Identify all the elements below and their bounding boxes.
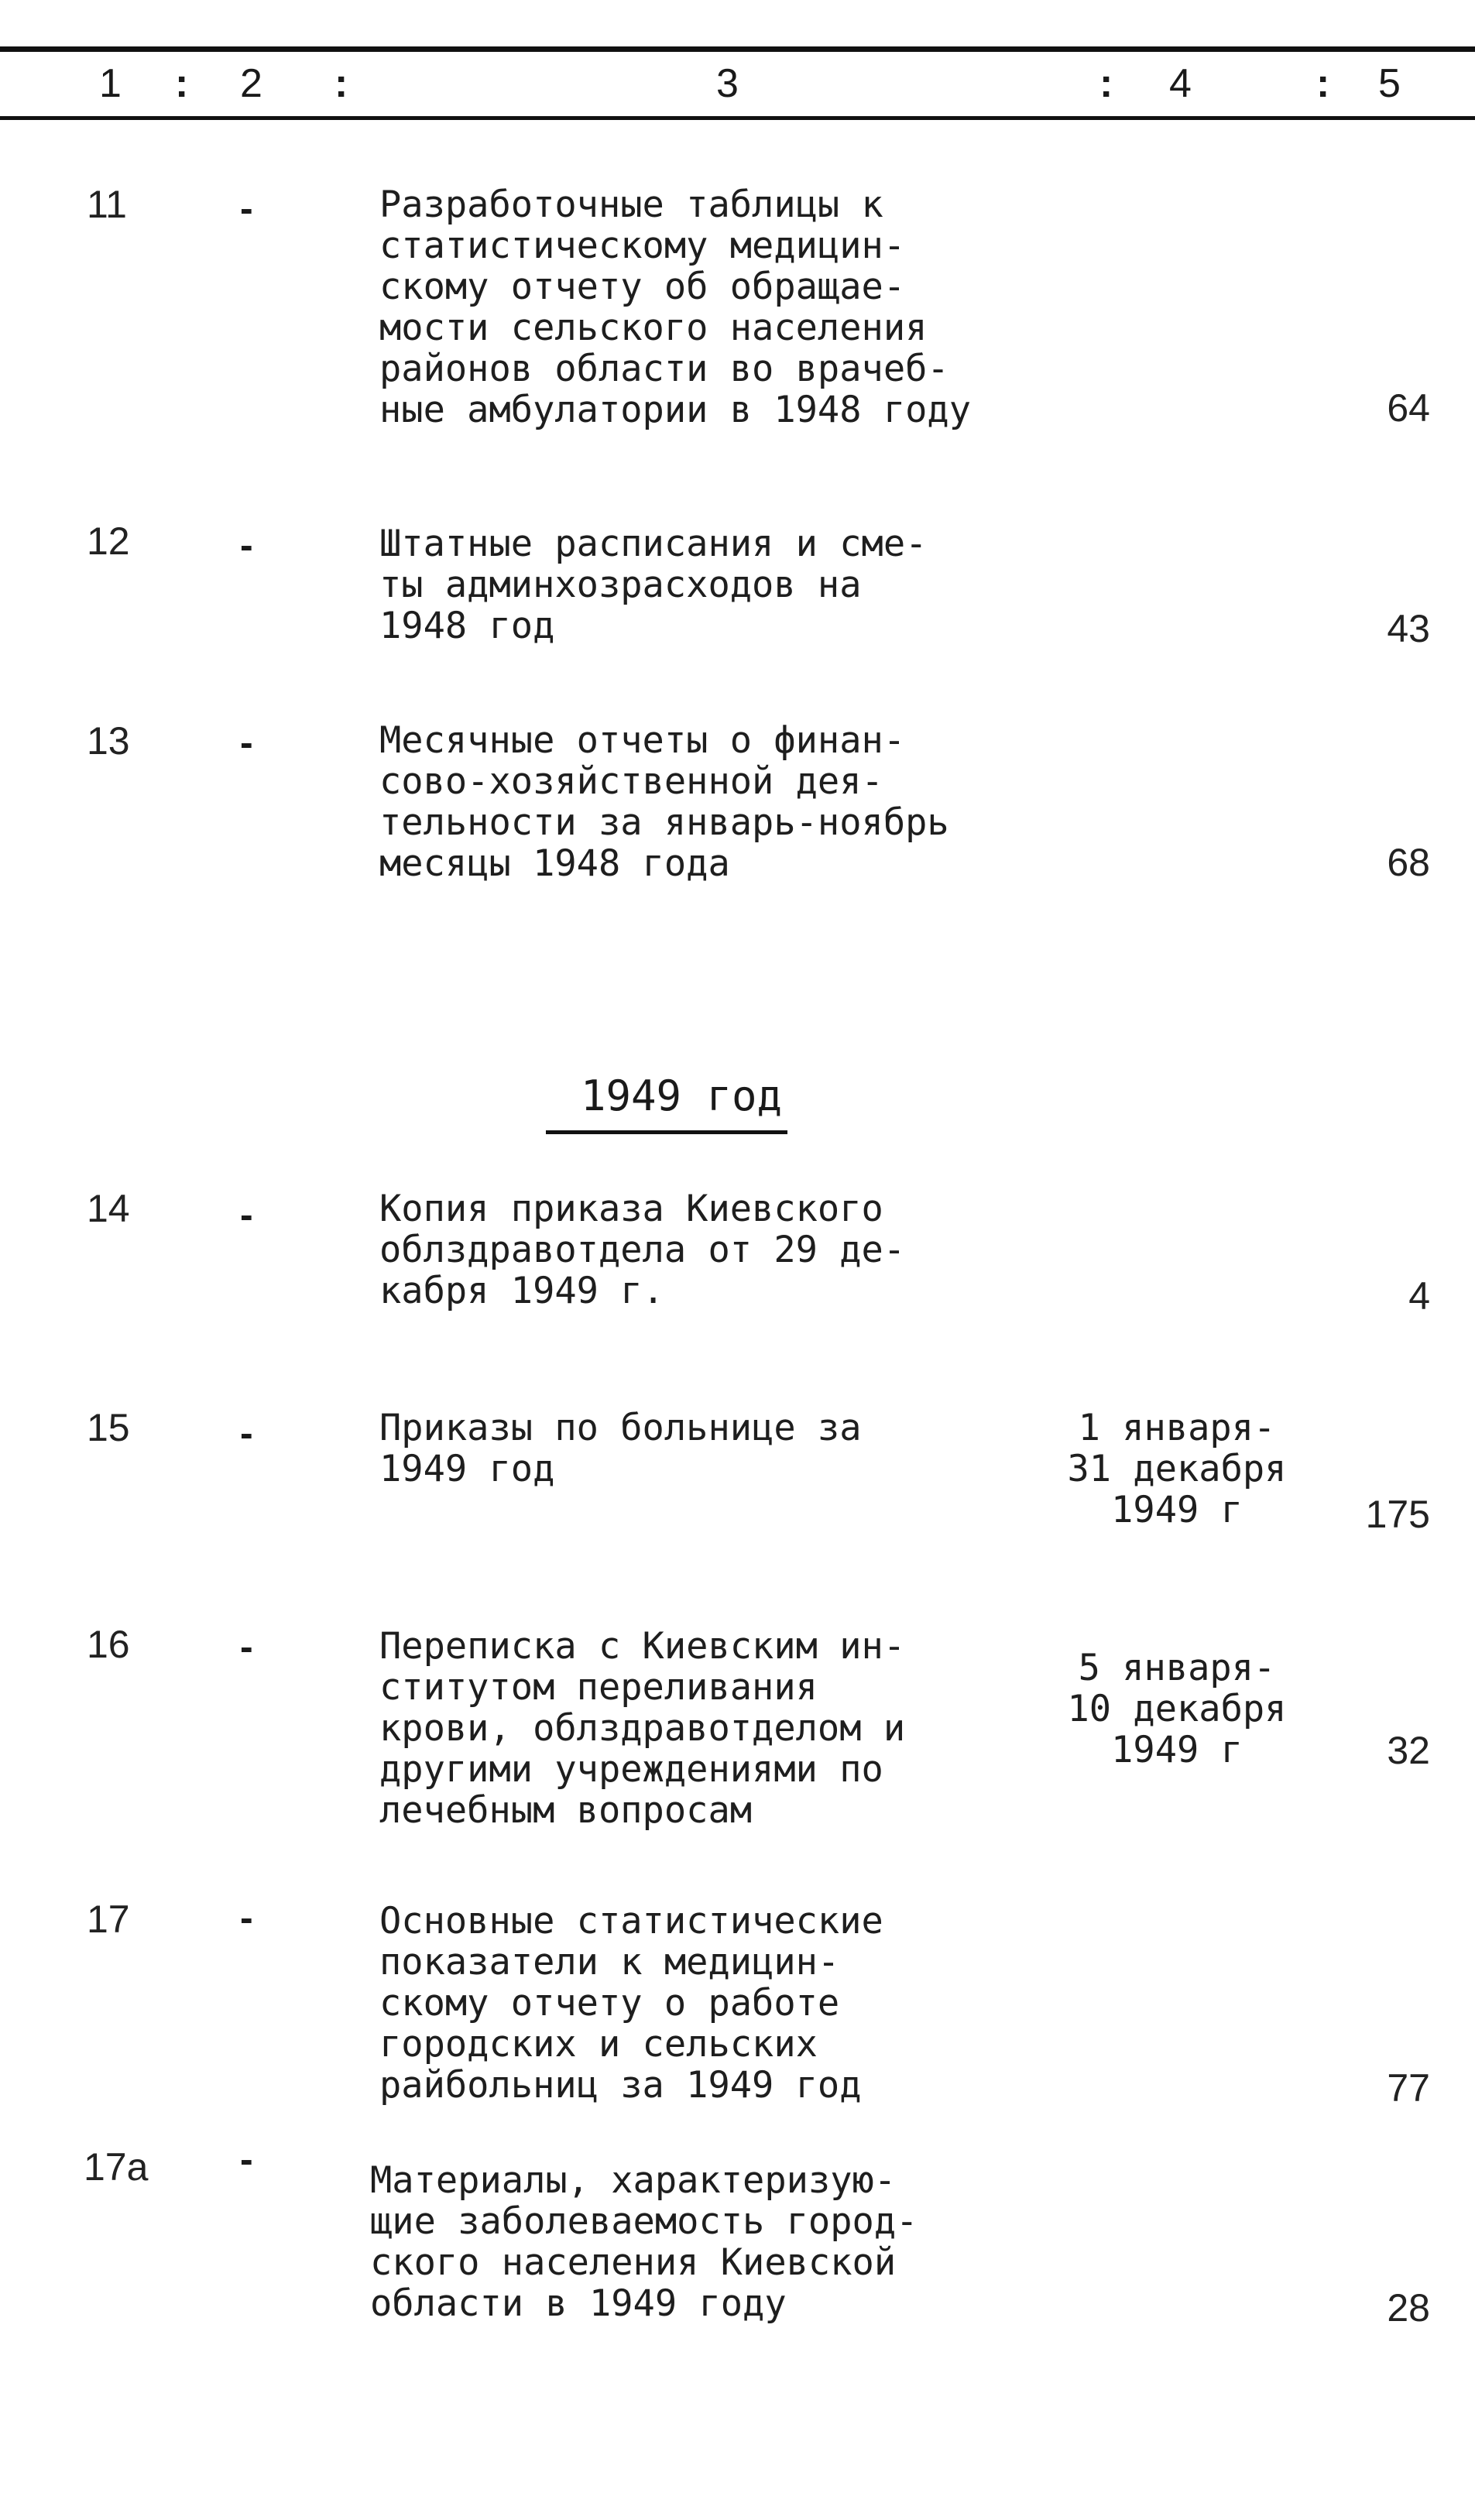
row-page-count: 64	[1387, 386, 1430, 430]
header-bottom-line	[0, 116, 1475, 120]
column-header-1: 1	[99, 61, 122, 106]
column-header-3: 3	[716, 61, 739, 106]
row-page-count: 175	[1365, 1493, 1430, 1536]
row-dash: -	[240, 2138, 253, 2181]
row-page-count: 32	[1387, 1729, 1430, 1772]
row-dash: -	[240, 1411, 253, 1455]
row-title: Материалы, характеризую- щие заболеваемость город- ского населения Киевской области в 1949 году	[370, 2159, 918, 2325]
column-separator: :	[334, 61, 348, 106]
row-title: Копия приказа Киевского облздравотдела от 29 де- кабря 1949 г.	[379, 1188, 906, 1312]
row-dash: -	[240, 187, 253, 230]
column-separator: :	[1099, 61, 1113, 106]
row-number: 14	[87, 1187, 130, 1230]
row-date-range: 5 января- 10 декабря 1949 г	[1067, 1647, 1287, 1771]
column-header-4: 4	[1169, 61, 1192, 106]
column-header-5: 5	[1378, 61, 1401, 106]
row-page-count: 4	[1408, 1274, 1430, 1318]
row-dash: -	[240, 523, 253, 567]
row-title: Месячные отчеты о финан- сово-хозяйственной дея- тельности за январь-ноябрь месяцы 1948 года	[379, 719, 949, 885]
row-number: 17а	[84, 2145, 149, 2189]
row-title: Штатные расписания и сме- ты админхозрасходов на 1948 год	[379, 523, 928, 647]
row-title: Приказы по больнице за 1949 год	[379, 1407, 862, 1490]
row-title: Разработочные таблицы к статистическому медицин- скому отчету об обращае- мости сельского населения районов области во врачеб- ные амбулатории в 1948 году	[379, 183, 972, 431]
row-page-count: 68	[1387, 841, 1430, 884]
column-header-2: 2	[240, 61, 262, 106]
row-number: 15	[87, 1406, 130, 1449]
column-separator: :	[175, 61, 189, 106]
year-heading-underline	[546, 1130, 787, 1134]
row-dash: -	[240, 1625, 253, 1668]
row-dash: -	[240, 1896, 253, 1939]
row-number: 12	[87, 519, 130, 563]
row-page-count: 77	[1387, 2066, 1430, 2110]
top-border-line	[0, 46, 1475, 52]
row-page-count: 28	[1387, 2286, 1430, 2330]
row-dash: -	[240, 1193, 253, 1236]
row-number: 13	[87, 719, 130, 763]
row-date-range: 1 января- 31 декабря 1949 г	[1067, 1407, 1287, 1531]
year-heading: 1949 год	[580, 1071, 783, 1120]
row-dash: -	[240, 721, 253, 764]
row-number: 11	[87, 183, 127, 226]
row-page-count: 43	[1387, 607, 1430, 650]
row-number: 17	[87, 1898, 130, 1941]
row-title: Основные статистические показатели к медицин- скому отчету о работе городских и сельских райбольниц за 1949 год	[379, 1900, 883, 2107]
column-separator: :	[1316, 61, 1330, 106]
row-title: Переписка с Киевским ин- ститутом переливания крови, облздравотделом и другими учреждениями по лечебным вопросам	[379, 1625, 906, 1832]
row-number: 16	[87, 1623, 130, 1666]
